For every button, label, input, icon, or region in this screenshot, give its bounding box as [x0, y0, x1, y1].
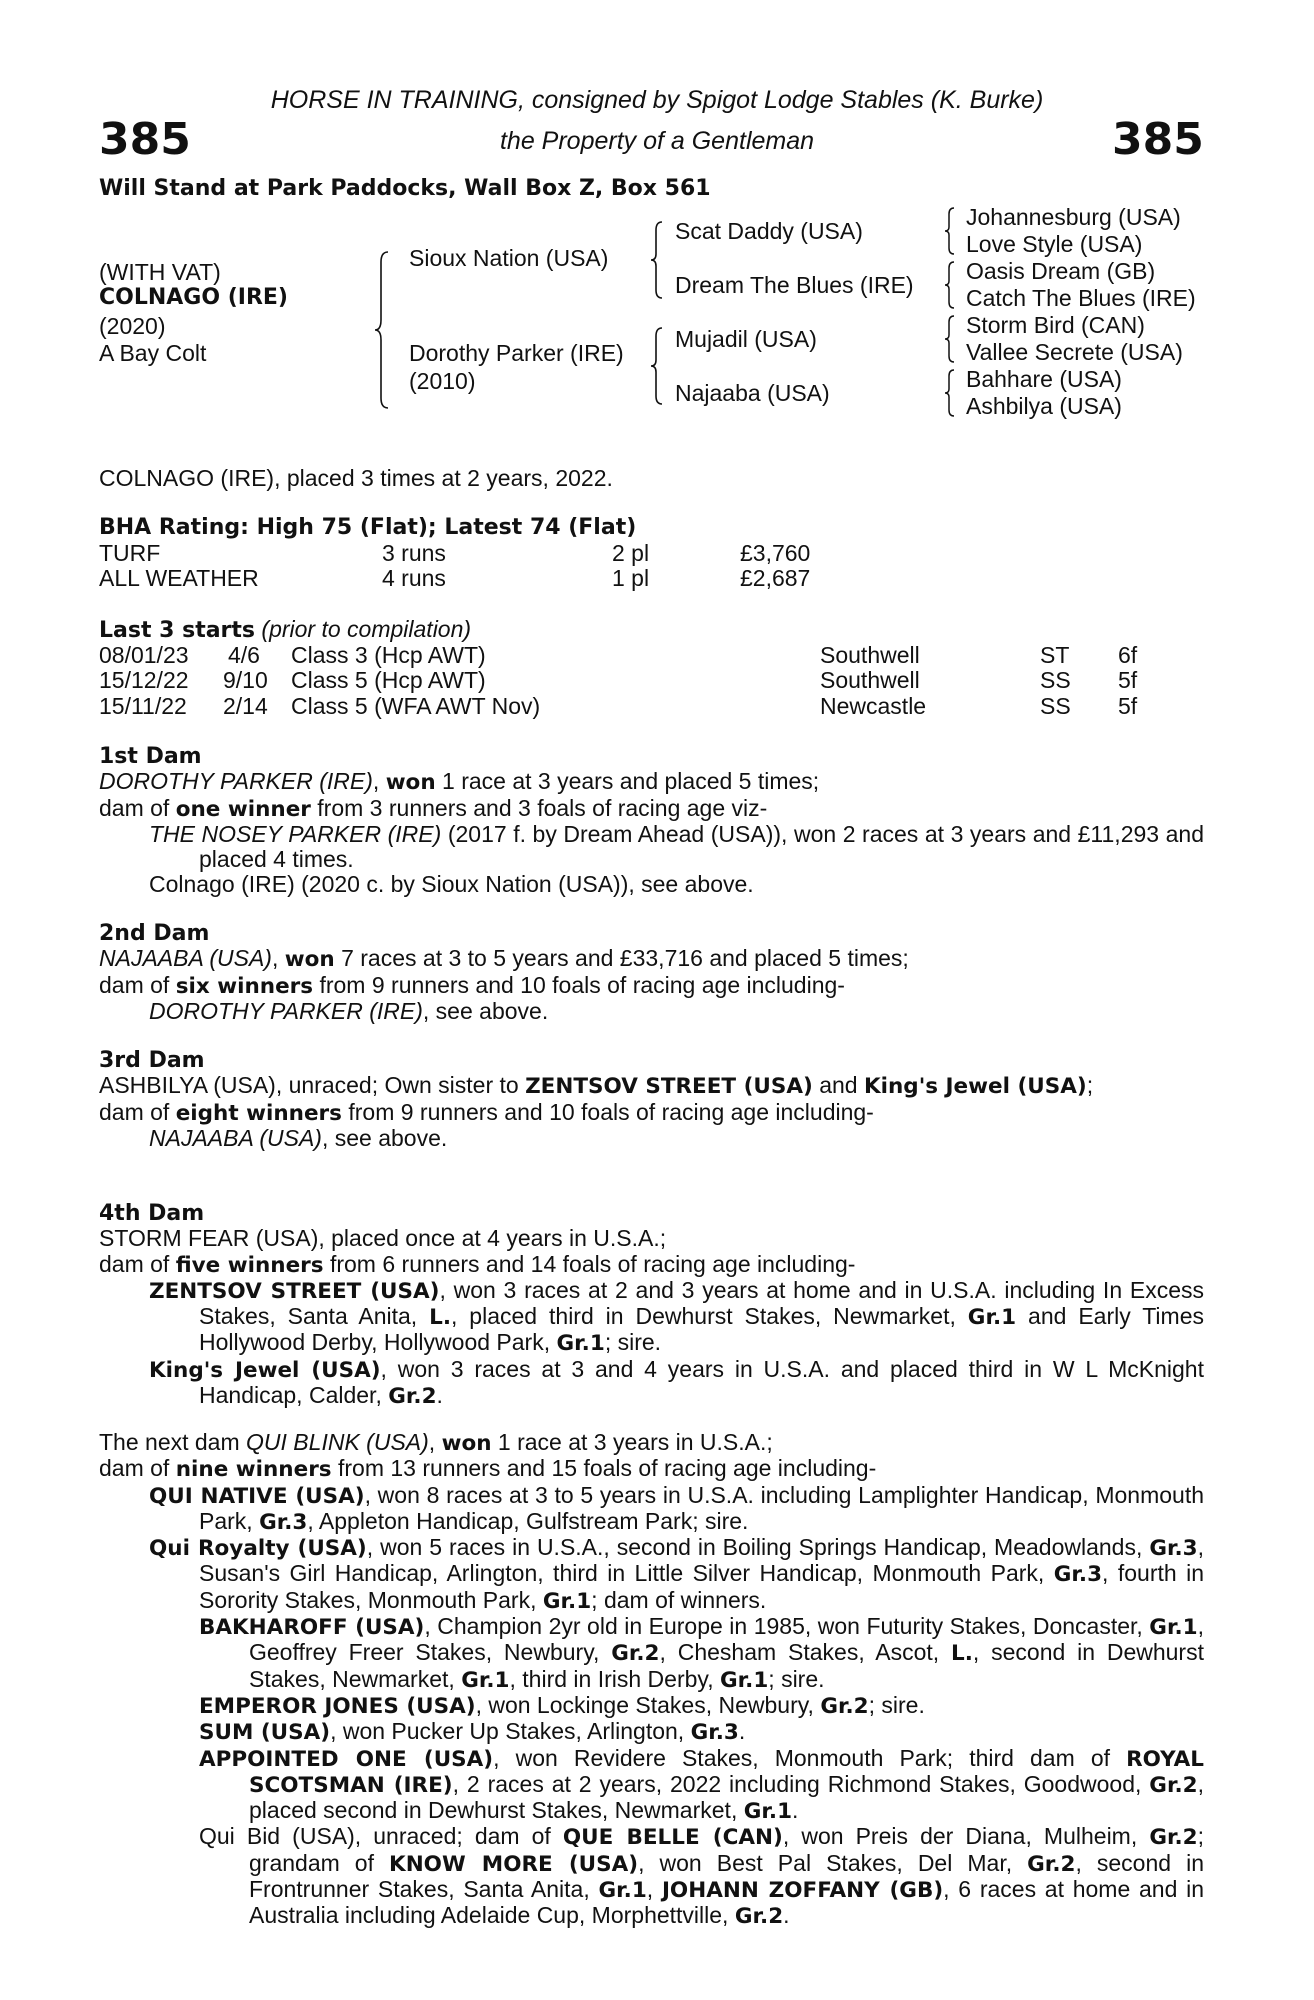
rating-surface: ALL WEATHER	[99, 565, 259, 591]
won-label: won	[441, 1431, 492, 1456]
text: , won 5 races in U.S.A., second in Boiling Springs Handicap, Meadowlands,	[366, 1534, 1150, 1561]
text: .	[738, 1718, 746, 1745]
horse-year: (2020)	[99, 313, 166, 339]
grade: Gr.1	[719, 1667, 769, 1693]
start-distance: 5f	[1118, 693, 1138, 719]
property-line: the Property of a Gentleman	[499, 127, 815, 155]
produce-entry	[99, 1535, 1204, 1614]
brace-sire	[650, 220, 664, 300]
brace-g2	[944, 260, 956, 310]
produce-entry	[99, 1719, 1204, 1745]
dam-record: 1 race at 3 years and placed 5 times;	[435, 768, 820, 795]
produce-name: SUM (USA)	[199, 1720, 331, 1746]
text: , won Pucker Up Stakes, Arlington,	[330, 1718, 691, 1745]
text: .	[783, 1902, 790, 1929]
text: ; grandam of	[249, 1823, 1205, 1876]
start-distance: 5f	[1118, 667, 1138, 693]
text: from 9 runners and 10 foals of racing age including-	[341, 1098, 874, 1125]
vat-note: (WITH VAT)	[99, 259, 221, 285]
grade: Gr.2	[734, 1904, 784, 1930]
grade: Gr.3	[259, 1509, 308, 1535]
text: .	[436, 1382, 443, 1409]
lot-number-right: 385	[1112, 114, 1204, 165]
grade: Gr.1	[461, 1667, 510, 1693]
produce-entry	[99, 1614, 1204, 1693]
dam-name: NAJAABA (USA)	[99, 945, 272, 972]
last-starts-title: Last 3 starts	[99, 618, 256, 643]
dam-record: 7 races at 3 to 5 years and £33,716 and placed 5 times;	[334, 945, 909, 972]
section-heading: 1st Dam	[99, 744, 202, 769]
grade: Gr.2	[820, 1693, 869, 1719]
start-position: 2/14	[223, 693, 268, 719]
text: ,	[646, 1876, 662, 1903]
brace-main	[374, 250, 390, 410]
start-race: Class 3 (Hcp AWT)	[291, 642, 486, 668]
produce-entry	[99, 1126, 1204, 1151]
rating-runs: 4 runs	[382, 565, 446, 591]
text: ; sire.	[604, 1329, 662, 1356]
text: from 13 runners and 15 foals of racing age including-	[331, 1455, 877, 1482]
horse-description: A Bay Colt	[99, 340, 207, 366]
start-race: Class 5 (Hcp AWT)	[291, 667, 486, 693]
brace-dam	[650, 326, 664, 406]
bha-rating: BHA Rating: High 75 (Flat); Latest 74 (Flat)	[99, 515, 637, 540]
start-going: SS	[1040, 693, 1071, 719]
text: , placed third in Dewhurst Stakes, Newmarket,	[451, 1303, 968, 1330]
text: The next dam	[99, 1429, 247, 1455]
produce-entry	[99, 1746, 1204, 1825]
grade: Gr.1	[743, 1799, 793, 1825]
relative-name: ROYAL SCOTSMAN (IRE)	[249, 1746, 1204, 1798]
produce-entry: Colnago (IRE) (2020 c. by Sioux Nation (USA)), see above.	[149, 871, 754, 898]
produce-entry	[99, 1278, 1204, 1357]
text: and	[812, 1072, 864, 1099]
produce-line	[99, 1456, 1204, 1482]
start-position: 9/10	[223, 667, 268, 693]
g3-entry: Catch The Blues (IRE)	[966, 285, 1196, 311]
text: ;	[1086, 1072, 1094, 1099]
dam-sire: Mujadil (USA)	[675, 326, 817, 352]
produce-name: BAKHAROFF (USA)	[199, 1615, 425, 1641]
produce-name: NAJAABA (USA)	[149, 1124, 322, 1151]
dam-line: DOROTHY PARKER (IRE), won 1 race at 3 years and placed 5 times;	[99, 768, 820, 796]
winner-count: eight winners	[175, 1100, 342, 1126]
text: dam of	[99, 1455, 176, 1482]
dam-name: Dorothy Parker (IRE)	[409, 340, 624, 366]
text: ; dam of winners.	[591, 1586, 767, 1613]
grade: Gr.2	[1027, 1851, 1076, 1877]
text: , won 3 races at 3 and 4 years in U.S.A. and placed third in W L McKnight Handicap, Calder,	[199, 1355, 1204, 1409]
produce-line	[99, 973, 1204, 999]
produce-entry	[99, 999, 1204, 1024]
dam-line	[99, 1430, 1204, 1456]
stand-location: Will Stand at Park Paddocks, Wall Box Z, Box 561	[99, 176, 711, 201]
text: , won Preis der Diana, Mulheim,	[782, 1823, 1150, 1850]
produce-record: , see above.	[321, 1124, 448, 1151]
text: , won Revidere Stakes, Monmouth Park; third dam of	[493, 1744, 1127, 1771]
text: ASHBILYA (USA), unraced; Own sister to	[99, 1072, 526, 1099]
second-dam-section	[99, 921, 1204, 1024]
text: dam of	[99, 1098, 176, 1125]
relative-name: QUE BELLE (CAN)	[562, 1825, 783, 1851]
start-date: 08/01/23	[99, 642, 189, 668]
produce-name: THE NOSEY PARKER (IRE)	[149, 820, 442, 847]
g3-entry: Storm Bird (CAN)	[966, 312, 1145, 338]
text: , Appleton Handicap, Gulfstream Park; sire.	[307, 1507, 749, 1534]
start-course: Newcastle	[820, 693, 927, 719]
text: , fourth in Sorority Stakes, Monmouth Park,	[199, 1560, 1204, 1613]
start-course: Southwell	[820, 667, 920, 693]
text: , 6 races at home and in Australia including Adelaide Cup, Morphettville,	[249, 1876, 1205, 1929]
dam-line: NAJAABA (USA), won 7 races at 3 to 5 years and £33,716 and placed 5 times;	[99, 945, 909, 973]
text: and Early Times Hollywood Derby, Hollywood Park,	[199, 1303, 1204, 1356]
text: ,	[428, 1429, 442, 1455]
dam-name: QUI BLINK (USA)	[246, 1429, 429, 1455]
next-dam-section	[99, 1430, 1204, 1930]
g3-entry: Johannesburg (USA)	[966, 204, 1181, 230]
section-heading: 4th Dam	[99, 1201, 205, 1226]
g3-entry: Ashbilya (USA)	[966, 393, 1122, 419]
produce-name: APPOINTED ONE (USA)	[199, 1746, 494, 1772]
text: , 2 races at 2 years, 2022 including Richmond Stakes, Goodwood,	[452, 1770, 1150, 1797]
fourth-dam-section	[99, 1201, 1204, 1409]
start-date: 15/12/22	[99, 667, 189, 693]
text: , Champion 2yr old in Europe in 1985, won Futurity Stakes, Doncaster,	[424, 1613, 1150, 1640]
consignor-line: HORSE IN TRAINING, consigned by Spigot Lodge Stables (K. Burke)	[270, 86, 1044, 114]
grade: L.	[429, 1305, 451, 1331]
dam-line: STORM FEAR (USA), placed once at 4 years in U.S.A.;	[99, 1225, 667, 1252]
winner-count: nine winners	[175, 1457, 332, 1483]
text: from 9 runners and 10 foals of racing age including-	[313, 971, 845, 998]
dam-dam: Najaaba (USA)	[675, 380, 830, 406]
g3-entry: Vallee Secrete (USA)	[966, 339, 1183, 365]
produce-name: DOROTHY PARKER (IRE)	[149, 997, 423, 1024]
grade: Gr.3	[1053, 1562, 1103, 1588]
dam-year: (2010)	[409, 368, 476, 394]
produce-name: ZENTSOV STREET (USA)	[149, 1278, 440, 1304]
sire-name: Sioux Nation (USA)	[409, 245, 609, 271]
brace-g4	[944, 368, 956, 418]
text: , Geoffrey Freer Stakes, Newbury,	[249, 1613, 1204, 1666]
grade: Gr.2	[1149, 1772, 1198, 1798]
rating-runs: 3 runs	[382, 540, 446, 566]
horse-name: COLNAGO (IRE)	[99, 285, 288, 310]
produce-name: Qui Royalty (USA)	[149, 1536, 367, 1562]
lot-number-left: 385	[99, 114, 191, 165]
last-starts-note: (prior to compilation)	[261, 616, 472, 642]
text: dam of	[99, 1250, 176, 1277]
grade: Gr.3	[1149, 1536, 1198, 1562]
text: , third in Irish Derby,	[509, 1665, 720, 1692]
produce-name: King's Jewel (USA)	[149, 1357, 381, 1383]
produce-name: QUI NATIVE (USA)	[149, 1483, 365, 1509]
grade: Gr.1	[556, 1331, 605, 1357]
text: ; sire.	[868, 1691, 925, 1718]
text: , second in Dewhurst Stakes, Newmarket,	[249, 1639, 1204, 1692]
start-date: 15/11/22	[99, 693, 187, 719]
rating-earnings: £3,760	[740, 540, 811, 566]
text: from 3 runners and 3 foals of racing age viz-	[310, 794, 768, 821]
relative-name: JOHANN ZOFFANY (GB)	[661, 1878, 944, 1904]
text: Qui Bid (USA), unraced; dam of	[199, 1823, 563, 1850]
text: , won Best Pal Stakes, Del Mar,	[638, 1849, 1028, 1876]
brace-g3	[944, 314, 956, 364]
grade: Gr.2	[1149, 1825, 1198, 1851]
text: , Susan's Girl Handicap, Arlington, third in Little Silver Handicap, Monmouth Park,	[199, 1534, 1205, 1587]
text: , won 3 races at 2 and 3 years at home and in U.S.A. including In Excess Stakes, Santa Anita,	[199, 1276, 1204, 1330]
produce-entry	[99, 1357, 1204, 1410]
produce-entry	[99, 1824, 1204, 1929]
first-dam-section	[99, 744, 1204, 898]
produce-entry	[99, 1693, 1204, 1719]
rating-placed: 2 pl	[612, 540, 650, 566]
g3-entry: Bahhare (USA)	[966, 366, 1122, 392]
grade: L.	[951, 1641, 973, 1667]
g3-entry: Love Style (USA)	[966, 231, 1143, 257]
last-starts-heading	[99, 617, 471, 643]
text: , Chesham Stakes, Ascot,	[659, 1639, 952, 1666]
sire-sire: Scat Daddy (USA)	[675, 218, 863, 244]
brace-g1	[944, 206, 956, 256]
text: , won 8 races at 3 to 5 years in U.S.A. including Lamplighter Handicap, Monmouth Park,	[199, 1481, 1204, 1534]
won-label: won	[284, 947, 335, 973]
grade: Gr.2	[388, 1384, 437, 1410]
grade: Gr.1	[542, 1588, 592, 1614]
grade: Gr.1	[598, 1878, 647, 1904]
winner-count: one winner	[175, 796, 311, 822]
produce-line	[99, 1252, 1204, 1278]
start-course: Southwell	[820, 642, 920, 668]
text: ; sire.	[768, 1665, 825, 1692]
relative-name: King's Jewel (USA)	[863, 1074, 1087, 1100]
winner-count: six winners	[175, 973, 314, 999]
relative-name: KNOW MORE (USA)	[389, 1851, 639, 1877]
text: dam of	[99, 794, 176, 821]
text: .	[792, 1797, 799, 1824]
dam-line	[99, 1073, 1204, 1099]
produce-record: (2017 f. by Dream Ahead (USA)), won 2 races at 3 years and £11,293 and placed 4 times.	[199, 820, 1204, 873]
grade: Gr.1	[967, 1305, 1017, 1331]
dam-name: DOROTHY PARKER (IRE)	[99, 768, 373, 795]
text: from 6 runners and 14 foals of racing age including-	[323, 1250, 856, 1277]
text: , won Lockinge Stakes, Newbury,	[475, 1691, 821, 1718]
start-going: SS	[1040, 667, 1071, 693]
produce-line	[99, 1100, 1204, 1126]
text: , second in Frontrunner Stakes, Santa Anita,	[249, 1849, 1204, 1903]
rating-placed: 1 pl	[612, 565, 650, 591]
g3-entry: Oasis Dream (GB)	[966, 258, 1156, 284]
grade: Gr.3	[690, 1720, 739, 1746]
produce-record: , see above.	[422, 997, 549, 1024]
produce-entry	[99, 1483, 1204, 1536]
race-summary: COLNAGO (IRE), placed 3 times at 2 years, 2022.	[99, 465, 613, 491]
start-position: 4/6	[228, 642, 260, 668]
third-dam-section	[99, 1048, 1204, 1151]
rating-surface: TURF	[99, 540, 161, 566]
produce-entry	[99, 822, 1204, 873]
won-label: won	[385, 770, 436, 796]
text: , placed second in Dewhurst Stakes, Newmarket,	[249, 1770, 1204, 1824]
section-heading: 2nd Dam	[99, 921, 210, 946]
relative-name: ZENTSOV STREET (USA)	[525, 1074, 813, 1100]
start-race: Class 5 (WFA AWT Nov)	[291, 693, 541, 719]
grade: Gr.1	[1149, 1615, 1198, 1641]
section-heading: 3rd Dam	[99, 1048, 205, 1073]
start-going: ST	[1040, 642, 1070, 668]
produce-line	[99, 796, 1204, 822]
text: dam of	[99, 971, 176, 998]
start-distance: 6f	[1118, 642, 1138, 668]
winner-count: five winners	[175, 1252, 324, 1278]
produce-name: EMPEROR JONES (USA)	[199, 1693, 476, 1719]
text: 1 race at 3 years in U.S.A.;	[491, 1429, 773, 1455]
grade: Gr.2	[611, 1641, 660, 1667]
sire-dam: Dream The Blues (IRE)	[675, 272, 914, 298]
rating-earnings: £2,687	[740, 565, 811, 591]
